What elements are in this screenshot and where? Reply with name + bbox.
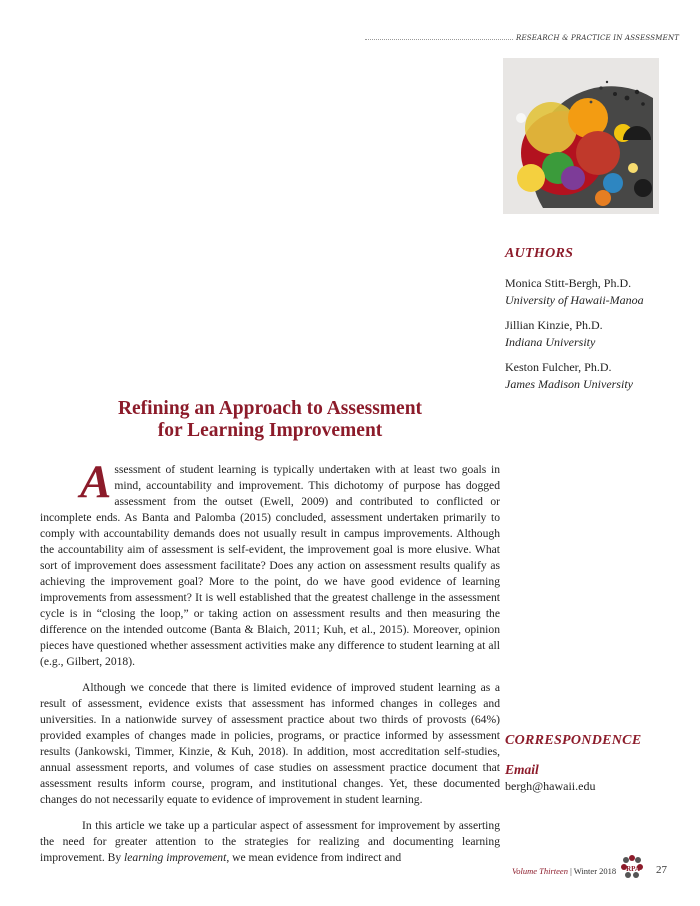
paragraph-3-text-end: , we mean evidence from indirect and bbox=[226, 851, 402, 864]
author-entry bbox=[505, 275, 685, 309]
author-name: Keston Fulcher, Ph.D. bbox=[505, 360, 612, 374]
article-body bbox=[40, 456, 500, 876]
paragraph-1 bbox=[40, 456, 500, 670]
abstract-art-graphic bbox=[503, 58, 659, 214]
title-line-2: for Learning Improvement bbox=[157, 420, 383, 441]
rpa-logo-icon bbox=[618, 854, 648, 884]
author-affiliation: Indiana University bbox=[505, 335, 596, 349]
author-name: Monica Stitt-Bergh, Ph.D. bbox=[505, 276, 632, 290]
footer-volume: Volume Thirteen bbox=[512, 866, 568, 876]
drop-cap: A bbox=[80, 456, 112, 508]
author-entry bbox=[505, 359, 685, 393]
footer-issue bbox=[512, 866, 616, 876]
paragraph-2: Although we concede that there is limited evidence of improved student learning as a result of assessment, evidence exists that assessment has informed changes in colleges and universities. In a nationwide survey of assessment practice about two thirds of provosts (64%) provided examples of changes made in policies, programs, or practice informed by assessment results (Jankowski, Timmer, Kinzie, & Kuh, 2018). In addition, most accreditation self-studies, annual assessment reports, and volumes of case studies on assessment practice document that assessment results inform course, program, and institutional changes. Yet, these documented changes do not necessarily equate to evidence of improvement in student learning. bbox=[40, 681, 500, 806]
paragraph-1-text: ssessment of student learning is typically undertaken with at least two goals in mind, accountability and improvement. This dichotomy of purpose has dogged assessment from the outset (Ewell, 2009) and contributed to conflicted or incomplete ends. As Banta and Palomba (2015) concluded, assessment undertaken primarily to comply with accountability demands does not usually result in campus improvements. Although the accountability aim of assessment is self-evident, the improvement goal is more elusive. What sort of improvement does assessment facilitate? Does any action on assessment results qualify as achieving the improvement goal? More to the point, do we have good evidence of learning improvements from assessment? It is well established that the greatest challenge in the assessment cycle is in “closing the loop,” or taking action on assessment results and then measuring the difference on the intended outcome (Banta & Blaich, 2011; Kuh, et al., 2015). Moreover, opinion pieces have questioned whether assessment activities make any difference to student learning at all (e.g., Gilbert, 2018). bbox=[40, 463, 500, 668]
header-dotted-rule bbox=[365, 39, 513, 40]
journal-header-label: RESEARCH & PRACTICE IN ASSESSMENT bbox=[516, 34, 680, 42]
footer-issue-date: Winter 2018 bbox=[573, 866, 617, 876]
paragraph-3-text-start: In this article we take up a particular aspect of assessment for improvement by asserting the need for greater attention to the strategies for realizing and documenting learning improvement. By bbox=[40, 819, 500, 864]
footer-separator: | bbox=[567, 866, 574, 876]
correspondence-heading: CORRESPONDENCE bbox=[505, 733, 642, 748]
logo-text: RPA bbox=[626, 865, 640, 873]
abstract-art-image bbox=[503, 58, 659, 214]
email-link[interactable]: bergh@hawaii.edu bbox=[505, 779, 596, 793]
page-number: 27 bbox=[656, 864, 667, 876]
author-affiliation: James Madison University bbox=[505, 377, 633, 391]
article-title bbox=[40, 398, 500, 442]
author-affiliation: University of Hawaii-Manoa bbox=[505, 293, 644, 307]
email-label: Email bbox=[505, 762, 539, 777]
paragraph-3-emphasis: learning improvement bbox=[124, 851, 227, 864]
authors-heading: AUTHORS bbox=[505, 246, 574, 261]
author-entry bbox=[505, 317, 685, 351]
author-name: Jillian Kinzie, Ph.D. bbox=[505, 318, 603, 332]
paragraph-3 bbox=[40, 818, 500, 866]
title-line-1: Refining an Approach to Assessment bbox=[117, 398, 423, 419]
